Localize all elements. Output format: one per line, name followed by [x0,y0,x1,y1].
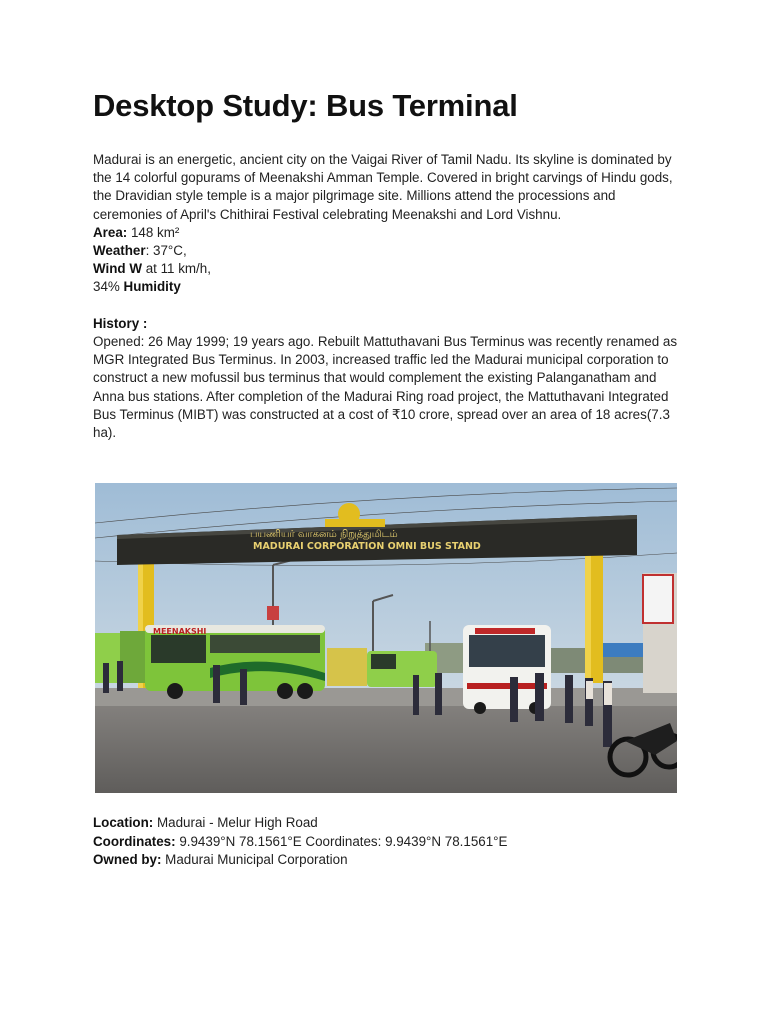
location-value: Madurai - Melur High Road [153,815,318,830]
humidity-label: Humidity [123,279,181,295]
humidity-line [93,278,678,296]
weather-value: : 37°C, [145,243,187,259]
page-title: Desktop Study: Bus Terminal [93,88,518,123]
coordinates-label: Coordinates: [93,833,176,849]
bus-name-label: MEENAKSHI [153,627,207,636]
green-bus [145,625,325,699]
bus-terminal-photo [95,483,677,793]
weather-line [93,242,678,260]
owner-label: Owned by: [93,852,162,868]
humidity-value: 34% [93,279,124,295]
area-label: Area: [93,224,128,240]
location-label: Location: [93,815,154,830]
owner-line [93,851,507,870]
arch-english-text: MADURAI CORPORATION OMNI BUS STAND [253,541,481,552]
arch-tamil-text: பயணியர் வாகனம் நிறுத்துமிடம் [250,529,398,540]
weather-label: Weather [93,243,146,259]
owner-value: Madurai Municipal Corporation [161,852,348,868]
history-heading [93,315,678,333]
document-page [93,86,678,442]
area-value: 148 km² [127,224,180,240]
terminal-metadata [93,814,507,870]
history-heading-text: History : [93,315,148,331]
intro-paragraph: Madurai is an energetic, ancient city on the Vaigai River of Tamil Nadu. Its skyline is dominated by the 14 colorful gopurams of Meenakshi Amman Temple. Covered in bright carvings of Hindu gods, the Dravidian style temple is a major pilgrimage site. Millions attend the processions and ceremonies of April's Chithirai Festival celebrating Meenakshi and Lord Vishnu. [93,152,673,222]
wind-line [93,260,678,278]
spacer [93,297,678,315]
location-line [93,814,507,833]
history-paragraph: Opened: 26 May 1999; 19 years ago. Rebuilt Mattuthavani Bus Terminus was recently renamed as MGR Integrated Bus Terminus. In 2003, increased traffic led the Madurai municipal corporation to construct a new mofussil bus terminus that would complement the existing Palanganatham and Anna bus stations. After completion of the Madurai Ring road project, the Mattuthavani Integrated Bus Terminus (MIBT) was constructed at a cost of ₹10 crore, spread over an area of 18 acres(7.3 ha). [93,334,678,441]
body-text [93,151,678,442]
wind-label: Wind W [93,261,142,277]
area-line [93,224,678,242]
coordinates-value: 9.9439°N 78.1561°E Coordinates: 9.9439°N 78.1561°E [175,833,508,849]
coordinates-line [93,833,507,852]
wind-value: at 11 km/h, [141,261,211,277]
